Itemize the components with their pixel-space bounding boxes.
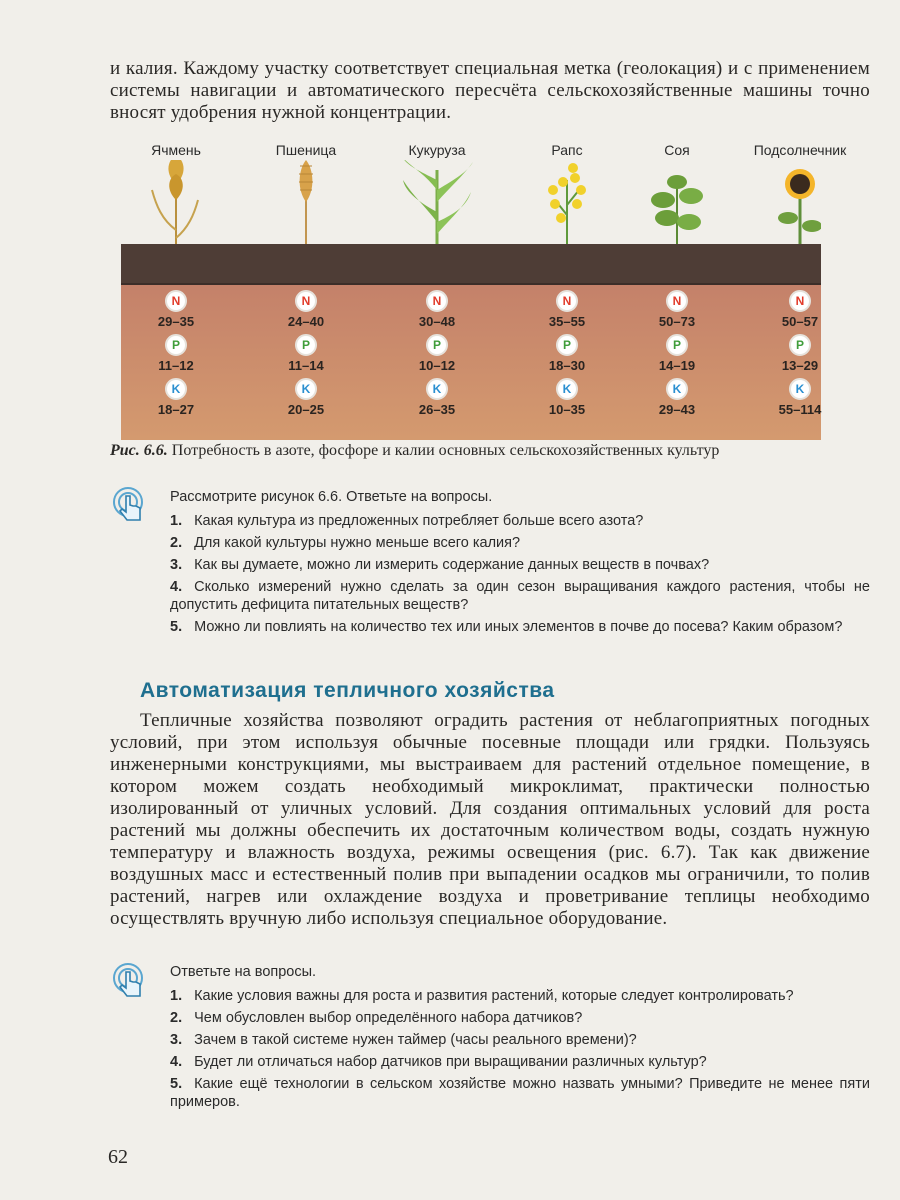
task-item xyxy=(170,1075,870,1111)
task-item xyxy=(170,578,870,614)
potassium-range: 10–35 xyxy=(548,402,586,417)
task-questions-2 xyxy=(170,963,870,1115)
nitrogen-range: 50–73 xyxy=(658,314,696,329)
nitrogen-badge: N xyxy=(789,290,811,312)
touch-hand-icon xyxy=(110,962,150,1002)
nitrogen-range: 50–57 xyxy=(781,314,819,329)
nutrient-table xyxy=(121,290,821,420)
nitrogen-range: 24–40 xyxy=(287,314,325,329)
potassium-range: 20–25 xyxy=(287,402,325,417)
nutrient-column-soy xyxy=(637,290,717,422)
task-item xyxy=(170,1031,870,1049)
task-list xyxy=(170,512,870,636)
section-title: Автоматизация тепличного хозяйства xyxy=(140,679,555,702)
potassium-range: 29–43 xyxy=(658,402,696,417)
task-number: 5. xyxy=(170,1076,183,1092)
nitrogen-badge: N xyxy=(165,290,187,312)
phosphorus-badge: P xyxy=(556,334,578,356)
task-text: Будет ли отличаться набор датчиков при выращивании различных культур? xyxy=(194,1054,707,1070)
nitrogen-range: 35–55 xyxy=(548,314,586,329)
task-number: 1. xyxy=(170,513,183,529)
nutrient-column-sunflower xyxy=(760,290,840,422)
intro-text: и калия. Каждому участку соответствует специальная метка (геолокация) и с применением системы навигации и автоматического пересчёта сельскохозяйственные машины точно вносят удобрения нужной концентрации. xyxy=(110,58,870,123)
task-item xyxy=(170,618,870,636)
task-text: Зачем в такой системе нужен таймер (часы реального времени)? xyxy=(194,1032,637,1048)
potassium-range: 26–35 xyxy=(418,402,456,417)
nitrogen-badge: N xyxy=(295,290,317,312)
phosphorus-badge: P xyxy=(666,334,688,356)
nutrient-column-wheat xyxy=(266,290,346,422)
task-text: Какая культура из предложенных потребляет больше всего азота? xyxy=(194,513,644,529)
task-list xyxy=(170,987,870,1111)
task-number: 3. xyxy=(170,557,183,573)
task-lead: Ответьте на вопросы. xyxy=(170,964,317,980)
nitrogen-range: 29–35 xyxy=(157,314,195,329)
page-number: 62 xyxy=(108,1146,128,1168)
figure-6-6 xyxy=(121,140,847,440)
potassium-badge: K xyxy=(295,378,317,400)
task-questions-1 xyxy=(170,488,870,640)
touch-hand-icon xyxy=(110,486,150,526)
task-item xyxy=(170,534,870,552)
potassium-badge: K xyxy=(426,378,448,400)
body-paragraph xyxy=(110,710,870,930)
crop-label-sunflower: Подсолнечник xyxy=(753,142,847,158)
task-item xyxy=(170,1053,870,1071)
nitrogen-badge: N xyxy=(426,290,448,312)
task-text: Какие ещё технологии в сельском хозяйстве можно назвать умными? Приведите не менее пяти примеров. xyxy=(170,1076,870,1110)
phosphorus-range: 11–12 xyxy=(158,358,194,373)
crop-label-corn: Кукуруза xyxy=(408,142,466,158)
task-item xyxy=(170,556,870,574)
nitrogen-badge: N xyxy=(666,290,688,312)
task-number: 2. xyxy=(170,1010,183,1026)
potassium-range: 55–114 xyxy=(778,402,822,417)
task-item xyxy=(170,1009,870,1027)
phosphorus-range: 10–12 xyxy=(418,358,456,373)
nutrient-column-rapeseed xyxy=(527,290,607,422)
task-number: 2. xyxy=(170,535,183,551)
task-lead: Рассмотрите рисунок 6.6. Ответьте на вопросы. xyxy=(170,489,493,505)
phosphorus-badge: P xyxy=(426,334,448,356)
potassium-badge: K xyxy=(165,378,187,400)
nutrient-column-barley xyxy=(136,290,216,422)
task-text: Как вы думаете, можно ли измерить содержание данных веществ в почвах? xyxy=(194,557,710,573)
task-text: Для какой культуры нужно меньше всего калия? xyxy=(194,535,521,551)
caption-text: Потребность в азоте, фосфоре и калии основных сельскохозяйственных культур xyxy=(167,442,720,459)
intro-paragraph xyxy=(110,58,870,124)
task-text: Можно ли повлиять на количество тех или иных элементов в почве до посева? Каким образом? xyxy=(194,619,843,635)
task-text: Сколько измерений нужно сделать за один сезон выращивания каждого растения, чтобы не допустить дефицита питательных веществ? xyxy=(170,579,870,613)
body-text: Тепличные хозяйства позволяют оградить растения от неблагоприятных погодных условий, при этом используя обычные посевные площади или грядки. Пользуясь инженерными конструкциями, мы выстраиваем для растений отдельное помещение, в котором можем создать необходимый микроклимат, практически полностью изолированный от уличных условий. Для создания оптимальных условий для роста растений мы должны обеспечить их достаточным количеством воды, создать нужную температуру и влажность воздуха, режимы освещения (рис. 6.7). Так как движение воздушных масс и естественный полив при выпадении осадков мы ограничили, то полив растений, нагрев или охлаждение воздуха и проветривание теплицы необходимо осуществлять вручную либо используя специальное оборудование. xyxy=(110,710,870,929)
nitrogen-badge: N xyxy=(556,290,578,312)
phosphorus-range: 14–19 xyxy=(658,358,696,373)
phosphorus-range: 11–14 xyxy=(288,358,324,373)
potassium-badge: K xyxy=(789,378,811,400)
phosphorus-badge: P xyxy=(165,334,187,356)
task-text: Какие условия важны для роста и развития растений, которые следует контролировать? xyxy=(194,988,794,1004)
crop-label-barley: Ячмень xyxy=(151,142,201,158)
phosphorus-badge: P xyxy=(789,334,811,356)
crop-label-wheat: Пшеница xyxy=(275,142,337,158)
crop-label-rapeseed: Рапс xyxy=(551,142,583,158)
potassium-badge: K xyxy=(666,378,688,400)
phosphorus-range: 18–30 xyxy=(548,358,586,373)
figure-ref: Рис. 6.6. xyxy=(110,442,168,459)
task-item xyxy=(170,987,870,1005)
nitrogen-range: 30–48 xyxy=(418,314,456,329)
task-number: 4. xyxy=(170,579,183,595)
crop-label-soy: Соя xyxy=(664,142,690,158)
task-item xyxy=(170,512,870,530)
nutrient-column-corn xyxy=(397,290,477,422)
potassium-badge: K xyxy=(556,378,578,400)
task-text: Чем обусловлен выбор определённого набора датчиков? xyxy=(194,1010,583,1026)
phosphorus-badge: P xyxy=(295,334,317,356)
task-number: 1. xyxy=(170,988,183,1004)
task-number: 4. xyxy=(170,1054,183,1070)
potassium-range: 18–27 xyxy=(157,402,195,417)
figure-caption xyxy=(110,440,870,462)
task-number: 3. xyxy=(170,1032,183,1048)
phosphorus-range: 13–29 xyxy=(781,358,819,373)
task-number: 5. xyxy=(170,619,183,635)
